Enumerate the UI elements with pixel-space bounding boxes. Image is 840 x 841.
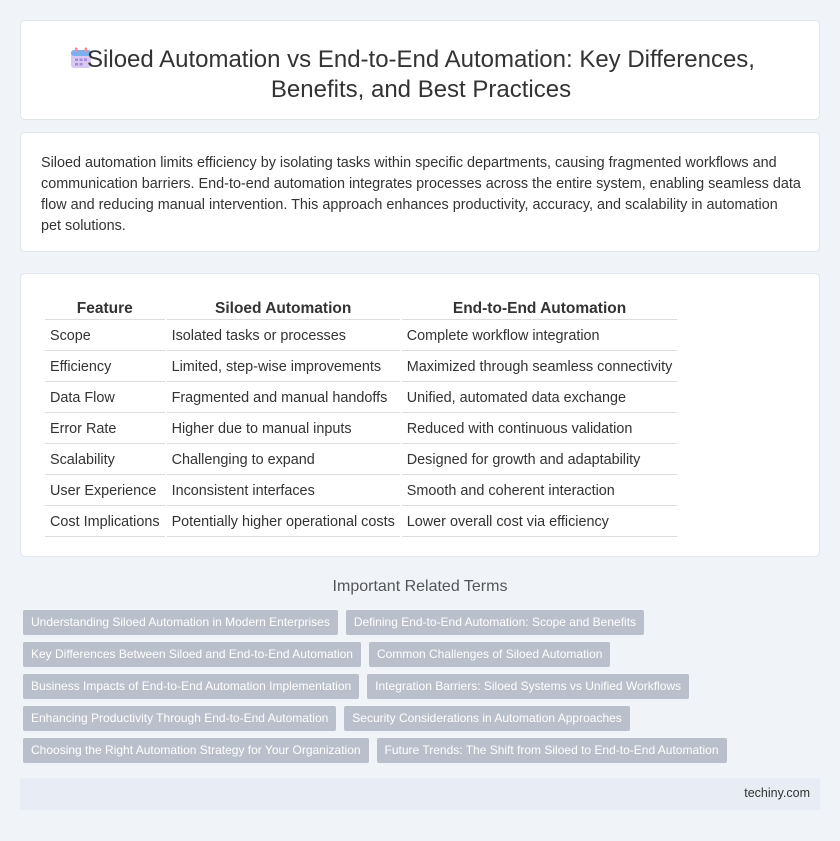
related-term-tag[interactable]: Business Impacts of End-to-End Automation Implementation [23,674,359,699]
column-header-feature: Feature [45,298,165,320]
table-row [45,446,677,475]
table-cell: Challenging to expand [167,446,400,475]
table-cell: Scalability [45,446,165,475]
tag-row [23,738,823,770]
related-term-tag[interactable]: Integration Barriers: Siloed Systems vs Unified Workflows [367,674,689,699]
table-cell: Fragmented and manual handoffs [167,384,400,413]
table-cell: Maximized through seamless connectivity [402,353,678,382]
table-cell: Complete workflow integration [402,322,678,351]
table-cell: Inconsistent interfaces [167,477,400,506]
tag-row [23,674,823,706]
table-row [45,415,677,444]
related-term-tag[interactable]: Security Considerations in Automation Approaches [344,706,630,731]
related-term-tag[interactable]: Enhancing Productivity Through End-to-End Automation [23,706,336,731]
table-cell: Potentially higher operational costs [167,508,400,537]
intro-card [20,132,820,252]
related-terms-list [23,610,823,770]
table-row [45,508,677,537]
related-terms-heading: Important Related Terms [332,578,508,595]
tag-row [23,610,823,642]
table-cell: Efficiency [45,353,165,382]
table-row [45,384,677,413]
table-row [45,477,677,506]
intro-paragraph: Siloed automation limits efficiency by isolating tasks within specific departments, causing fragmented workflows and communication barriers. End-to-end automation integrates processes across the entire system, enabling seamless data flow and reducing manual intervention. This approach enhances productivity, accuracy, and scalability in automation pet solutions. [41,155,801,234]
table-row [45,353,677,382]
table-cell: User Experience [45,477,165,506]
related-term-tag[interactable]: Defining End-to-End Automation: Scope and Benefits [346,610,644,635]
related-term-tag[interactable]: Common Challenges of Siloed Automation [369,642,610,667]
table-cell: Smooth and coherent interaction [402,477,678,506]
table-cell: Data Flow [45,384,165,413]
table-cell: Higher due to manual inputs [167,415,400,444]
related-term-tag[interactable]: Understanding Siloed Automation in Modern Enterprises [23,610,338,635]
table-cell: Reduced with continuous validation [402,415,678,444]
tag-row [23,642,823,674]
tag-row [23,706,823,738]
table-cell: Isolated tasks or processes [167,322,400,351]
footer [20,778,820,810]
column-header-siloed: Siloed Automation [167,298,400,320]
comparison-card [20,273,820,557]
related-term-tag[interactable]: Future Trends: The Shift from Siloed to End-to-End Automation [377,738,727,763]
comparison-table [43,296,679,539]
table-cell: Scope [45,322,165,351]
table-cell: Error Rate [45,415,165,444]
table-cell: Unified, automated data exchange [402,384,678,413]
table-cell: Designed for growth and adaptability [402,446,678,475]
related-term-tag[interactable]: Choosing the Right Automation Strategy for Your Organization [23,738,369,763]
table-cell: Limited, step-wise improvements [167,353,400,382]
table-header-row [45,298,677,320]
table-cell: Cost Implications [45,508,165,537]
site-name[interactable]: techiny.com [744,786,810,800]
column-header-end-to-end: End-to-End Automation [402,298,678,320]
related-term-tag[interactable]: Key Differences Between Siloed and End-to-End Automation [23,642,361,667]
header-card [20,20,820,120]
table-row [45,322,677,351]
table-cell: Lower overall cost via efficiency [402,508,678,537]
page-title: Siloed Automation vs End-to-End Automation: Key Differences, Benefits, and Best Practices [87,46,755,103]
